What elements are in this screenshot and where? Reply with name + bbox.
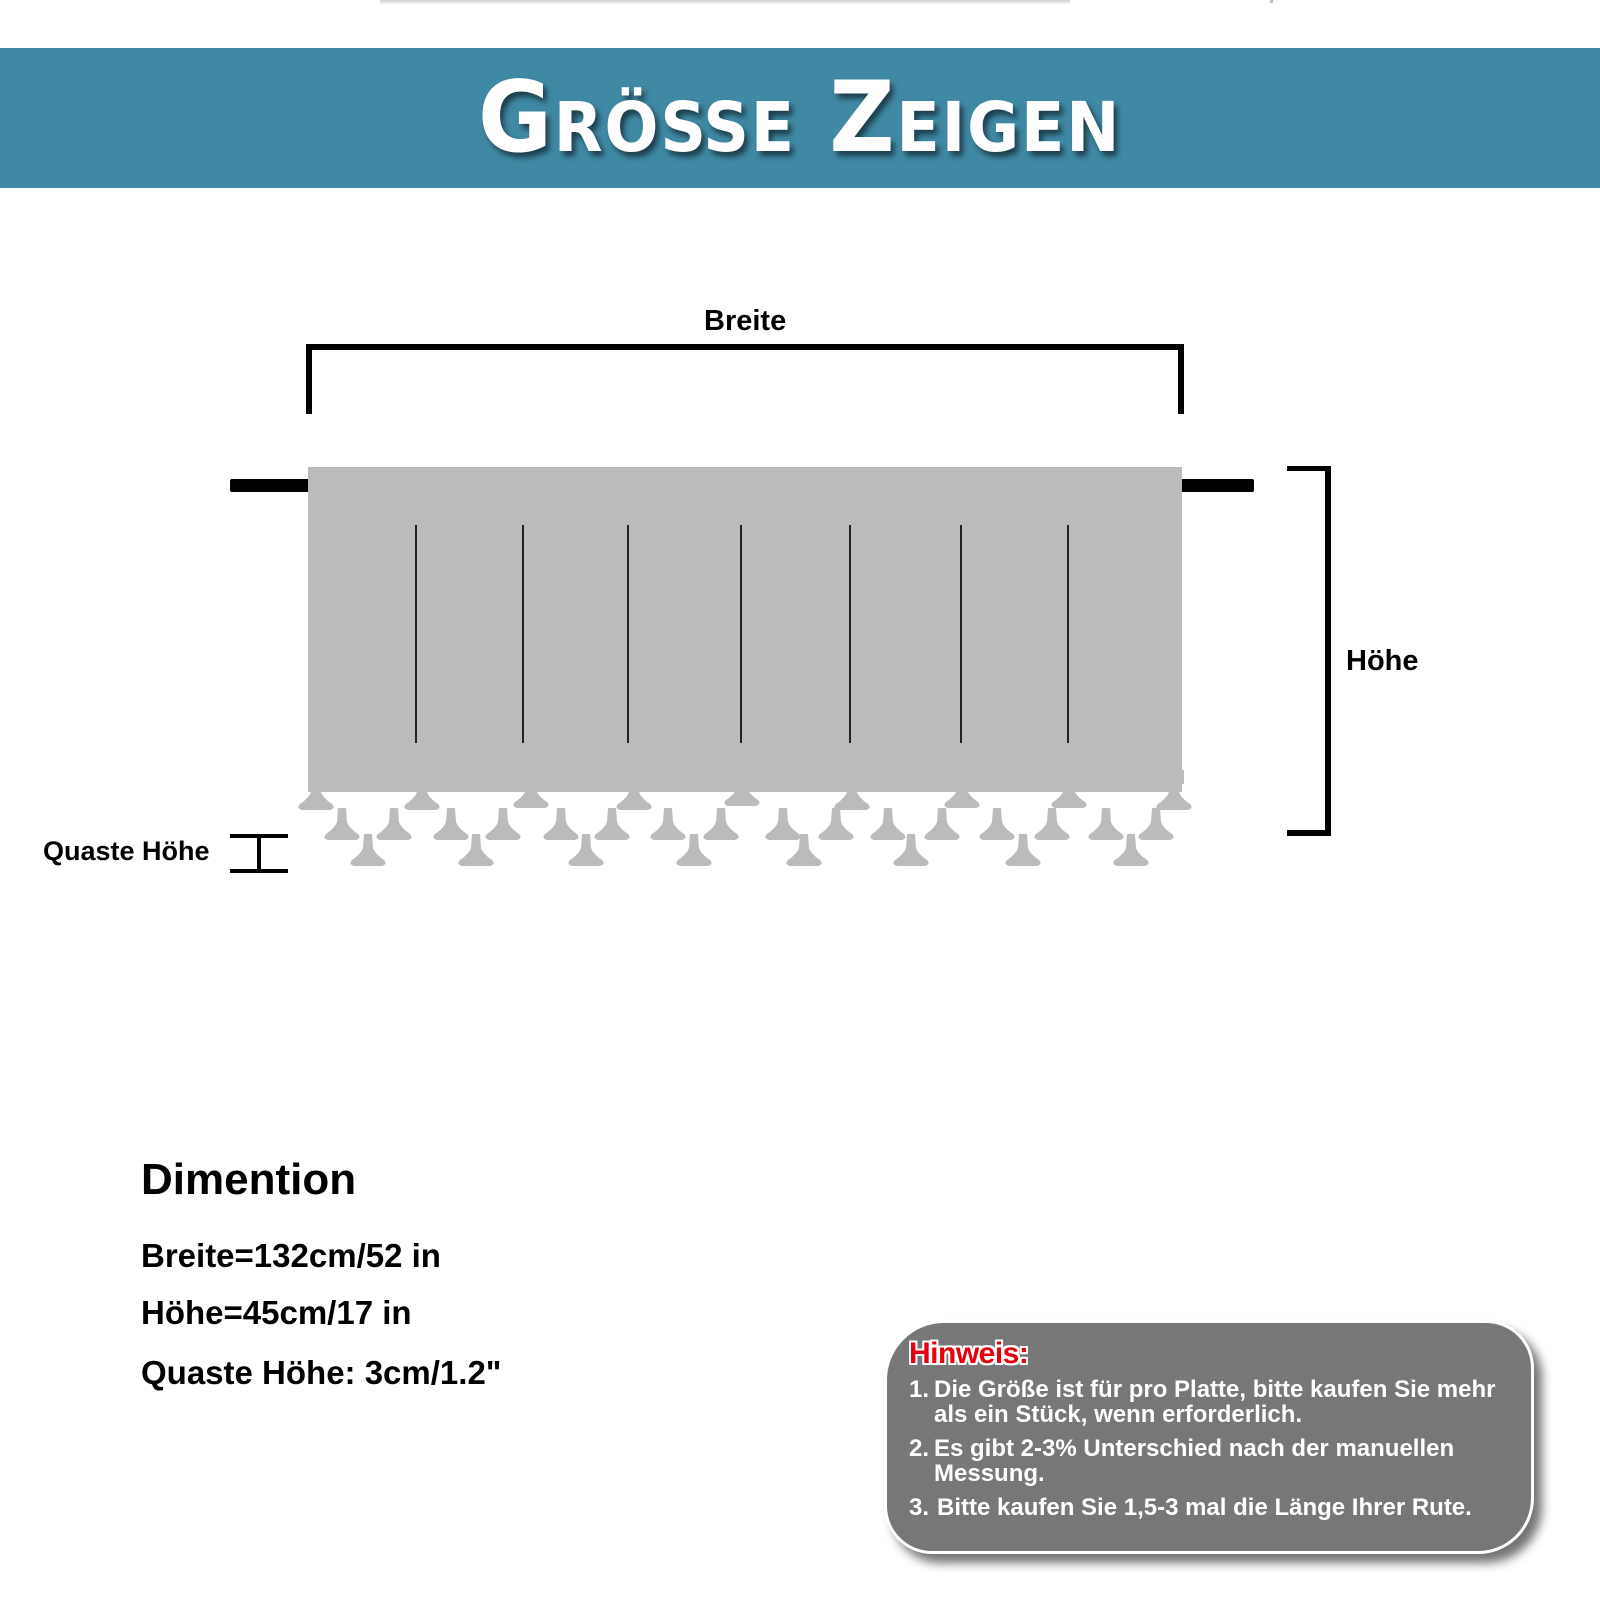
note-item <box>909 1377 1513 1427</box>
note-number: 1. <box>909 1376 930 1403</box>
note-number: 3. <box>909 1494 930 1521</box>
note-item <box>909 1495 1513 1520</box>
pleat-line <box>849 525 851 743</box>
pleat-line <box>960 525 962 743</box>
pleat-line <box>415 525 417 743</box>
pleat-line <box>627 525 629 743</box>
top-divider <box>380 0 1070 2</box>
page-title: Größe Zeigen <box>478 61 1122 175</box>
header-band <box>0 48 1600 188</box>
dimension-height: Höhe=45cm/17 in <box>141 1294 412 1331</box>
note-heading: Hinweis: <box>909 1337 1029 1370</box>
note-text: Bitte kaufen Sie 1,5-3 mal die Länge Ihrer Rute. <box>937 1494 1472 1521</box>
pleat-line <box>1067 525 1069 743</box>
curtain-rod-icon <box>230 479 310 492</box>
dimension-title: Dimention <box>141 1155 357 1204</box>
dimension-tassel-height: Quaste Höhe: 3cm/1.2" <box>141 1354 502 1391</box>
pleat-line <box>740 525 742 743</box>
dimension-width: Breite=132cm/52 in <box>141 1237 441 1274</box>
height-label: Höhe <box>1346 645 1419 677</box>
note-number: 2. <box>909 1435 930 1462</box>
note-item <box>909 1436 1513 1486</box>
curtain-panel <box>308 467 1182 792</box>
note-text: Es gibt 2-3% Unterschied nach der manuellen Messung. <box>934 1435 1455 1487</box>
top-mark <box>1270 0 1273 3</box>
tassel-height-label: Quaste Höhe <box>43 836 210 866</box>
pleat-line <box>522 525 524 743</box>
note-box <box>884 1320 1534 1554</box>
curtain-rod-icon <box>1180 479 1254 492</box>
tassel-fringe-icon <box>296 770 1196 875</box>
note-text: Die Größe ist für pro Platte, bitte kaufen Sie mehr als ein Stück, wenn erforderlich. <box>934 1376 1496 1428</box>
width-label: Breite <box>704 305 787 337</box>
